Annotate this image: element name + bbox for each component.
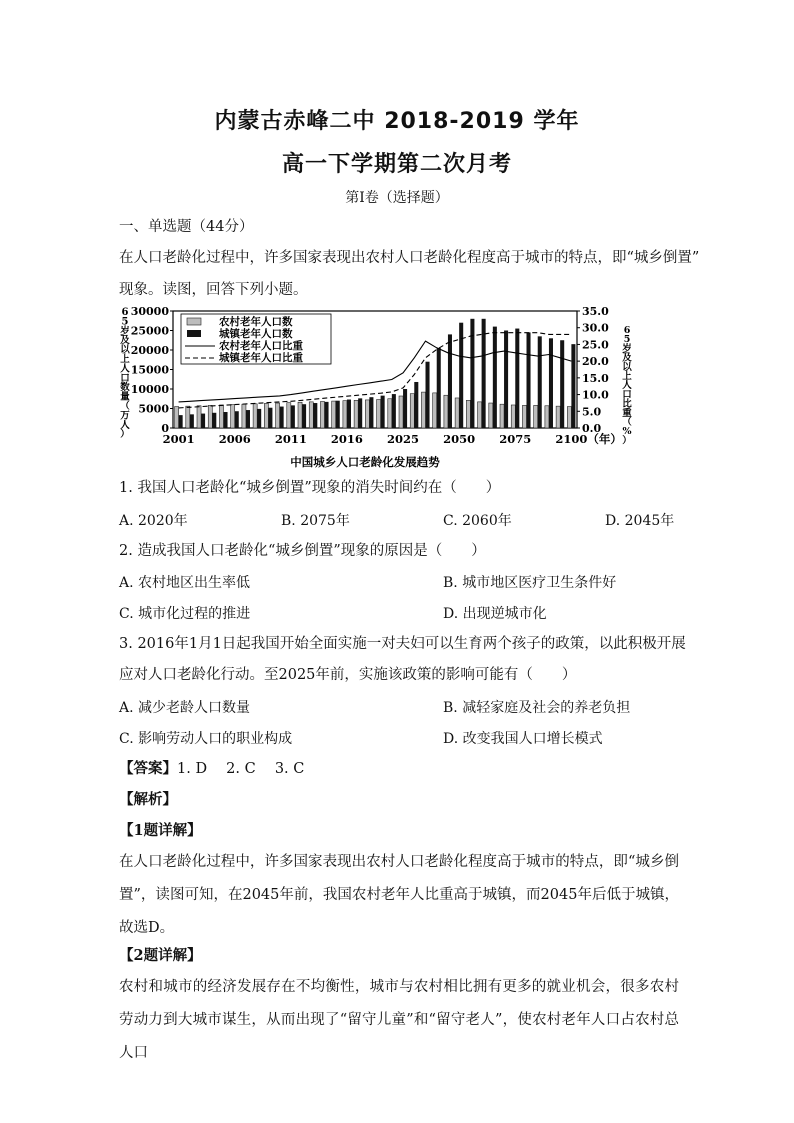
y-axis-title-char: 人 bbox=[120, 363, 130, 375]
q1-option-c[interactable]: C. 2060年 bbox=[443, 513, 512, 529]
q3-option-a[interactable]: A. 减少老龄人口数量 bbox=[119, 700, 251, 716]
bar-urban bbox=[448, 334, 452, 428]
x-tick-label: 2011 bbox=[274, 432, 307, 446]
bar-urban bbox=[482, 319, 486, 428]
y-right-axis-title-char: % bbox=[622, 426, 632, 438]
bar-urban bbox=[504, 331, 508, 429]
bar-rural bbox=[219, 405, 223, 428]
intro-line-2: 现象。读图，回答下列小题。 bbox=[119, 282, 308, 298]
question-3-stem-line-2: 应对人口老龄化行动。至2025年前，实施该政策的影响可能有（ ） bbox=[119, 667, 577, 683]
bar-urban bbox=[347, 400, 351, 428]
y-right-tick-label: 5.0 bbox=[582, 405, 602, 419]
question-3-stem-line-1: 3. 2016年1月1日起我国开始全面实施一对夫妇可以生育两个孩子的政策，以此积极开展 bbox=[119, 636, 686, 652]
q1-detail-heading: 【1题详解】 bbox=[119, 822, 202, 839]
bar-urban bbox=[571, 344, 575, 428]
bar-urban bbox=[325, 402, 329, 428]
bar-urban bbox=[313, 403, 317, 428]
y-axis-title-char: 上 bbox=[120, 354, 130, 365]
y-tick-label: 20000 bbox=[130, 344, 169, 357]
y-axis-title-char: 6 bbox=[121, 307, 129, 318]
x-tick-label: 2016 bbox=[330, 432, 363, 446]
y-right-tick-label: 25.0 bbox=[582, 338, 609, 352]
bar-urban bbox=[190, 414, 194, 428]
y-right-axis-title-char: 口 bbox=[622, 389, 632, 401]
x-tick-label: 2075 bbox=[499, 432, 532, 446]
y-right-tick-label: 15.0 bbox=[582, 371, 609, 385]
answer-label: 【答案】 bbox=[119, 760, 177, 777]
y-right-axis-title-char: 重 bbox=[622, 407, 632, 419]
q3-option-d[interactable]: D. 改变我国人口增长模式 bbox=[443, 731, 603, 747]
q2-option-b[interactable]: B. 城市地区医疗卫生条件好 bbox=[443, 575, 617, 591]
answer-block bbox=[119, 759, 679, 779]
x-tick-label: 2006 bbox=[218, 432, 251, 446]
bar-rural bbox=[309, 402, 313, 428]
bar-rural bbox=[320, 401, 324, 428]
bar-urban bbox=[515, 329, 519, 428]
y-right-axis-title-char: （ bbox=[622, 417, 632, 428]
bar-rural bbox=[287, 403, 291, 428]
y-tick-label: 5000 bbox=[138, 402, 169, 416]
y-axis-title-char: 万 bbox=[120, 410, 130, 422]
bar-rural bbox=[175, 407, 179, 428]
page-title: 内蒙古赤峰二中 2018-2019 学年 bbox=[214, 109, 580, 134]
bar-rural bbox=[208, 405, 212, 428]
bar-urban bbox=[235, 411, 239, 428]
x-tick-label: 2001 bbox=[162, 432, 195, 446]
y-right-axis-title-char: 比 bbox=[622, 398, 632, 410]
q2-detail-heading: 【2题详解】 bbox=[119, 947, 202, 964]
bar-rural bbox=[466, 400, 470, 428]
legend-label: 农村老年人口数 bbox=[219, 316, 293, 328]
bar-rural bbox=[444, 395, 448, 428]
bar-rural bbox=[433, 393, 437, 428]
answer-text: 1. D 2. C 3. C bbox=[177, 761, 305, 777]
y-right-tick-label: 30.0 bbox=[582, 321, 609, 335]
bar-rural bbox=[365, 400, 369, 428]
q3-option-c[interactable]: C. 影响劳动人口的职业构成 bbox=[119, 731, 293, 747]
bar-rural bbox=[567, 407, 571, 428]
bar-urban bbox=[549, 338, 553, 428]
q2-option-d[interactable]: D. 出现逆城市化 bbox=[443, 606, 547, 622]
y-tick-label: 30000 bbox=[130, 305, 169, 318]
y-axis-title-char: 5 bbox=[121, 316, 129, 328]
bar-urban bbox=[381, 396, 385, 428]
aging-trend-chart bbox=[117, 303, 637, 471]
chart-title: 中国城乡人口老龄化发展趋势 bbox=[290, 455, 440, 469]
bar-urban bbox=[493, 327, 497, 428]
x-tick-label: 2050 bbox=[443, 432, 476, 446]
bar-rural bbox=[377, 400, 381, 428]
y-right-axis-title-char: 人 bbox=[622, 380, 632, 392]
volume-label: 第Ⅰ卷（选择题） bbox=[345, 190, 449, 206]
y-axis-title-char: 量 bbox=[120, 391, 130, 403]
q3-option-b[interactable]: B. 减轻家庭及社会的养老负担 bbox=[443, 700, 631, 716]
bar-rural bbox=[343, 401, 347, 428]
q1-option-b[interactable]: B. 2075年 bbox=[281, 513, 350, 529]
legend-label: 农村老年人口比重 bbox=[219, 340, 303, 352]
page-subtitle: 高一下学期第二次月考 bbox=[281, 152, 512, 177]
y-axis-title-char: 以 bbox=[120, 344, 130, 356]
bar-urban bbox=[437, 348, 441, 428]
legend-swatch-rural-count bbox=[187, 318, 201, 325]
bar-urban bbox=[470, 319, 474, 428]
y-right-tick-label: 0.0 bbox=[582, 422, 602, 435]
y-right-axis-title-char: ） bbox=[622, 435, 632, 447]
bar-urban bbox=[179, 415, 183, 428]
y-axis-title-char: 数 bbox=[120, 382, 130, 394]
y-right-tick-label: 35.0 bbox=[582, 305, 609, 318]
y-right-axis-title-char: 5 bbox=[623, 334, 631, 346]
x-tick-label: 2025 bbox=[387, 432, 420, 446]
bar-rural bbox=[264, 403, 268, 428]
y-right-axis-title-char: 及 bbox=[622, 352, 632, 364]
bar-urban bbox=[369, 397, 373, 428]
bar-rural bbox=[388, 399, 392, 428]
bar-rural bbox=[500, 404, 504, 428]
y-axis-title-char: ） bbox=[120, 429, 130, 441]
y-axis-title-char: 及 bbox=[120, 335, 130, 347]
bar-rural bbox=[231, 405, 235, 428]
q2-option-c[interactable]: C. 城市化过程的推进 bbox=[119, 606, 251, 622]
y-tick-label: 0 bbox=[161, 422, 169, 435]
y-right-axis-title-char: 以 bbox=[622, 361, 632, 373]
bar-urban bbox=[246, 410, 250, 428]
bar-urban bbox=[302, 404, 306, 428]
x-axis-unit: （年） bbox=[587, 432, 622, 446]
bar-urban bbox=[403, 389, 407, 428]
bar-urban bbox=[392, 394, 396, 428]
bar-urban bbox=[426, 362, 430, 428]
bar-rural bbox=[489, 403, 493, 428]
q2-option-a[interactable]: A. 农村地区出生率低 bbox=[119, 575, 251, 591]
bar-urban bbox=[224, 412, 228, 428]
y-tick-label: 15000 bbox=[130, 363, 169, 377]
q2-detail-text: 农村和城市的经济发展存在不均衡性，城市与农村相比拥有更多的就业机会，很多农村劳动力到大城市谋生，从而出现了“留守儿童”和“留守老人”，使农村老年人口占农村总人口 bbox=[119, 979, 679, 1061]
bar-rural bbox=[478, 402, 482, 428]
y-right-axis-title-char: 上 bbox=[622, 371, 632, 382]
bar-urban bbox=[268, 408, 272, 428]
bar-rural bbox=[522, 405, 526, 428]
y-tick-label: 25000 bbox=[130, 324, 169, 338]
bar-rural bbox=[545, 406, 549, 428]
bar-rural bbox=[534, 405, 538, 428]
bar-rural bbox=[253, 404, 257, 428]
legend-label: 城镇老年人口比重 bbox=[219, 352, 303, 364]
bar-rural bbox=[276, 403, 280, 428]
bar-rural bbox=[354, 400, 358, 428]
bar-rural bbox=[511, 405, 515, 428]
bar-rural bbox=[298, 402, 302, 428]
bar-urban bbox=[280, 407, 284, 428]
q1-option-a[interactable]: A. 2020年 bbox=[119, 513, 188, 529]
bar-urban bbox=[212, 413, 216, 428]
x-tick-label: 2100 bbox=[555, 432, 588, 446]
bar-urban bbox=[291, 405, 295, 428]
y-right-axis-title-char: 岁 bbox=[622, 343, 632, 355]
question-1-stem: 1. 我国人口老龄化“城乡倒置”现象的消失时间约在（ ） bbox=[119, 480, 501, 496]
y-axis-title-char: 人 bbox=[120, 419, 130, 431]
bar-urban bbox=[527, 332, 531, 428]
q1-option-d[interactable]: D. 2045年 bbox=[605, 513, 675, 529]
bar-urban bbox=[560, 340, 564, 428]
y-right-tick-label: 20.0 bbox=[582, 355, 609, 369]
bar-urban bbox=[257, 409, 261, 428]
bar-rural bbox=[197, 406, 201, 428]
question-2-stem: 2. 造成我国人口老龄化“城乡倒置”现象的原因是（ ） bbox=[119, 543, 486, 559]
y-right-tick-label: 10.0 bbox=[582, 388, 609, 402]
y-axis-title-char: 岁 bbox=[120, 325, 130, 337]
bar-urban bbox=[538, 336, 542, 428]
bar-rural bbox=[242, 404, 246, 428]
y-tick-label: 10000 bbox=[130, 383, 169, 396]
y-right-axis-title-char: 6 bbox=[623, 325, 631, 336]
legend-swatch-urban-count bbox=[187, 330, 201, 337]
section-heading: 一、单选题（44分） bbox=[119, 219, 254, 235]
legend-label: 城镇老年人口数 bbox=[219, 328, 293, 340]
analysis-label: 【解析】 bbox=[119, 791, 177, 808]
bar-rural bbox=[332, 401, 336, 428]
bar-rural bbox=[455, 398, 459, 428]
bar-urban bbox=[201, 414, 205, 428]
bar-urban bbox=[358, 398, 362, 428]
intro-line-1: 在人口老龄化过程中，许多国家表现出农村人口老龄化程度高于城市的特点，即“城乡倒置” bbox=[119, 250, 700, 266]
q1-detail-text: 在人口老龄化过程中，许多国家表现出农村人口老龄化程度高于城市的特点，即“城乡倒置”，读图可知，在2045年前，我国农村老年人比重高于城镇，而2045年后低于城镇，故选D。 bbox=[119, 854, 679, 936]
y-axis-title-char: 口 bbox=[120, 372, 130, 384]
y-axis-title-char: （ bbox=[120, 401, 130, 412]
bar-urban bbox=[414, 382, 418, 428]
bar-rural bbox=[399, 396, 403, 428]
bar-rural bbox=[410, 394, 414, 428]
bar-rural bbox=[421, 392, 425, 428]
bar-rural bbox=[186, 406, 190, 428]
bar-rural bbox=[556, 406, 560, 428]
bar-urban bbox=[336, 401, 340, 428]
